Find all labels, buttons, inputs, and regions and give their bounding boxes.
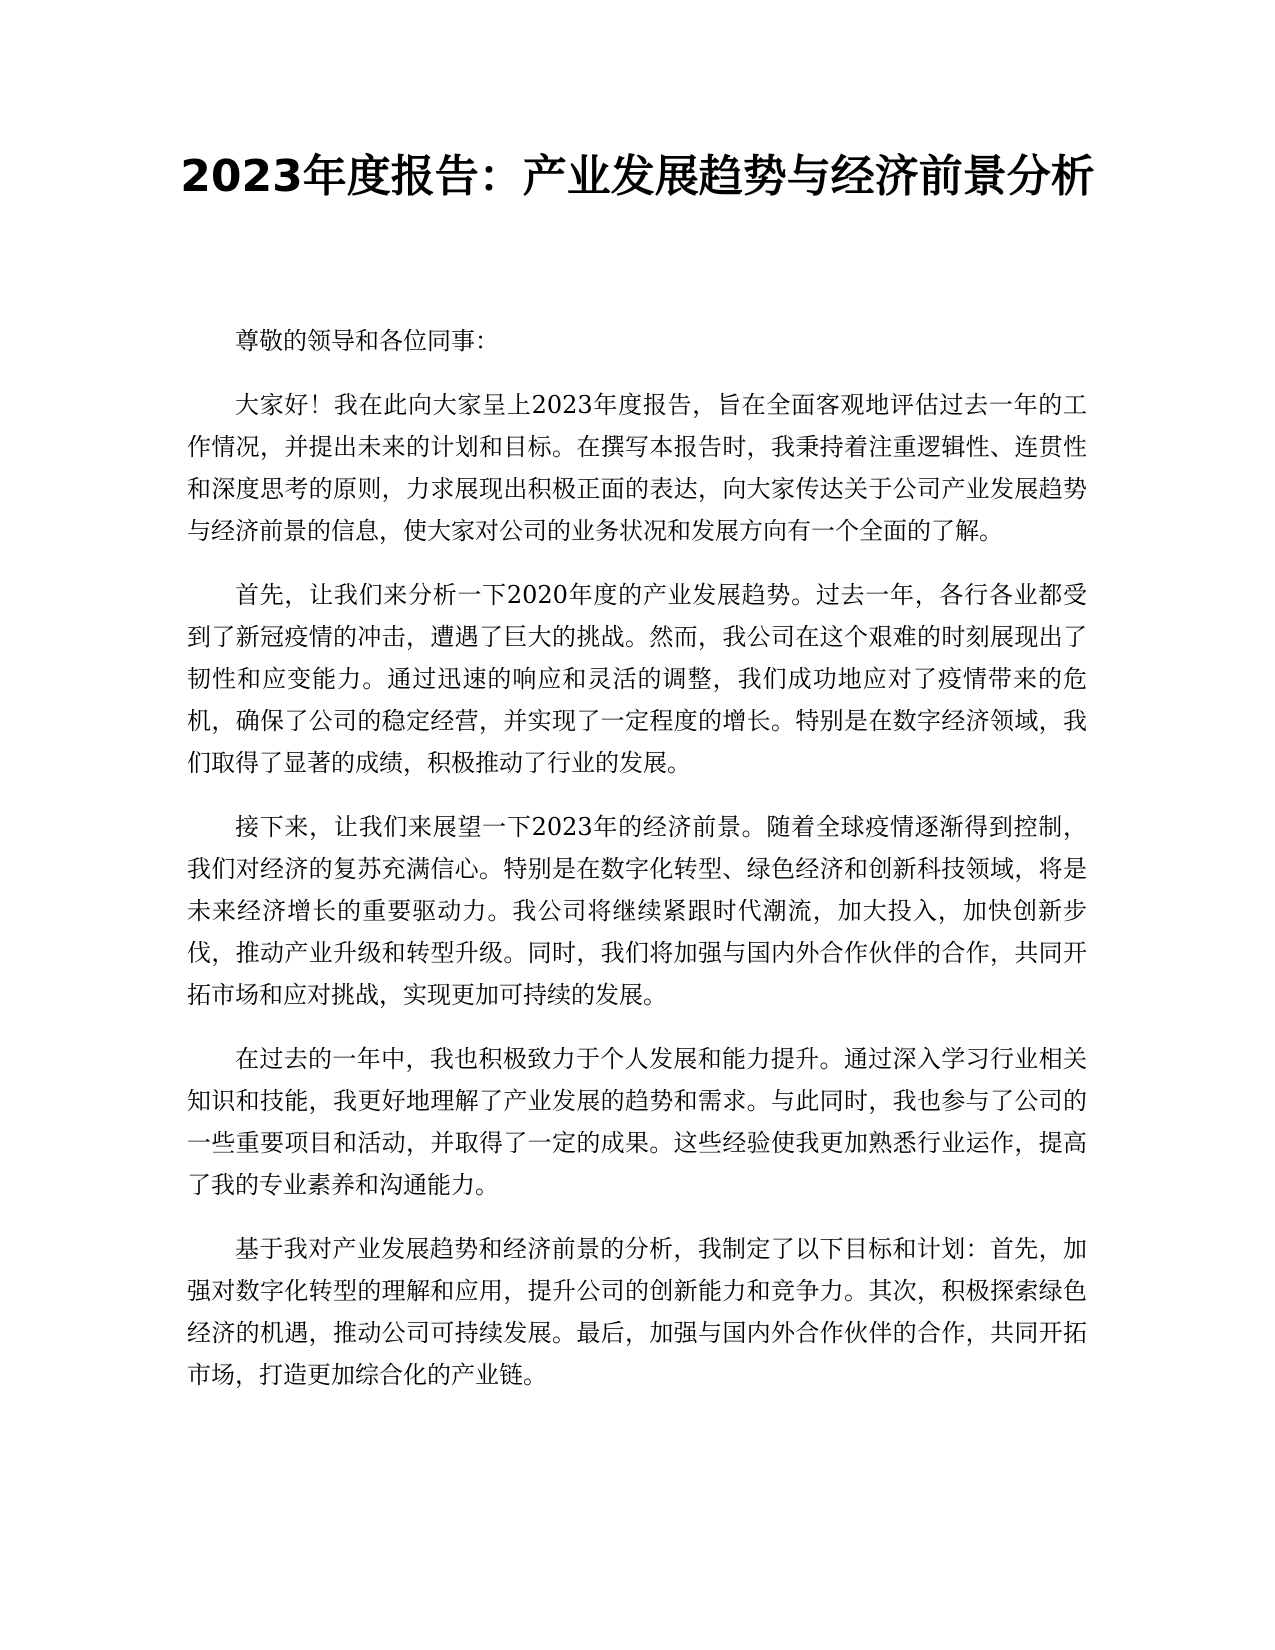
paragraph-industry-trends: 首先，让我们来分析一下2020年度的产业发展趋势。过去一年，各行各业都受到了新冠疫情的冲击，遭遇了巨大的挑战。然而，我公司在这个艰难的时刻展现出了韧性和应变能力。通过迅速的响应和灵活的调整，我们成功地应对了疫情带来的危机，确保了公司的稳定经营，并实现了一定程度的增长。特别是在数字经济领域，我们取得了显著的成绩，积极推动了行业的发展。 <box>187 581 1087 777</box>
paragraph-goals-plans: 基于我对产业发展趋势和经济前景的分析，我制定了以下目标和计划：首先，加强对数字化转型的理解和应用，提升公司的创新能力和竞争力。其次，积极探索绿色经济的机遇，推动公司可持续发展。最后，加强与国内外合作伙伴的合作，共同开拓市场，打造更加综合化的产业链。 <box>187 1235 1087 1389</box>
paragraph-economic-outlook: 接下来，让我们来展望一下2023年的经济前景。随着全球疫情逐渐得到控制，我们对经济的复苏充满信心。特别是在数字化转型、绿色经济和创新科技领域，将是未来经济增长的重要驱动力。我公司将继续紧跟时代潮流，加大投入，加快创新步伐，推动产业升级和转型升级。同时，我们将加强与国内外合作伙伴的合作，共同开拓市场和应对挑战，实现更加可持续的发展。 <box>187 813 1087 1009</box>
paragraph-personal-development: 在过去的一年中，我也积极致力于个人发展和能力提升。通过深入学习行业相关知识和技能，我更好地理解了产业发展的趋势和需求。与此同时，我也参与了公司的一些重要项目和活动，并取得了一定的成果。这些经验使我更加熟悉行业运作，提高了我的专业素养和沟通能力。 <box>187 1045 1087 1199</box>
paragraph-intro: 大家好！我在此向大家呈上2023年度报告，旨在全面客观地评估过去一年的工作情况，并提出未来的计划和目标。在撰写本报告时，我秉持着注重逻辑性、连贯性和深度思考的原则，力求展现出积极正面的表达，向大家传达关于公司产业发展趋势与经济前景的信息，使大家对公司的业务状况和发展方向有一个全面的了解。 <box>187 391 1087 545</box>
document-title: 2023年度报告：产业发展趋势与经济前景分析 <box>180 151 1095 202</box>
document-body <box>187 320 1087 1418</box>
paragraph-salutation: 尊敬的领导和各位同事： <box>235 327 499 355</box>
